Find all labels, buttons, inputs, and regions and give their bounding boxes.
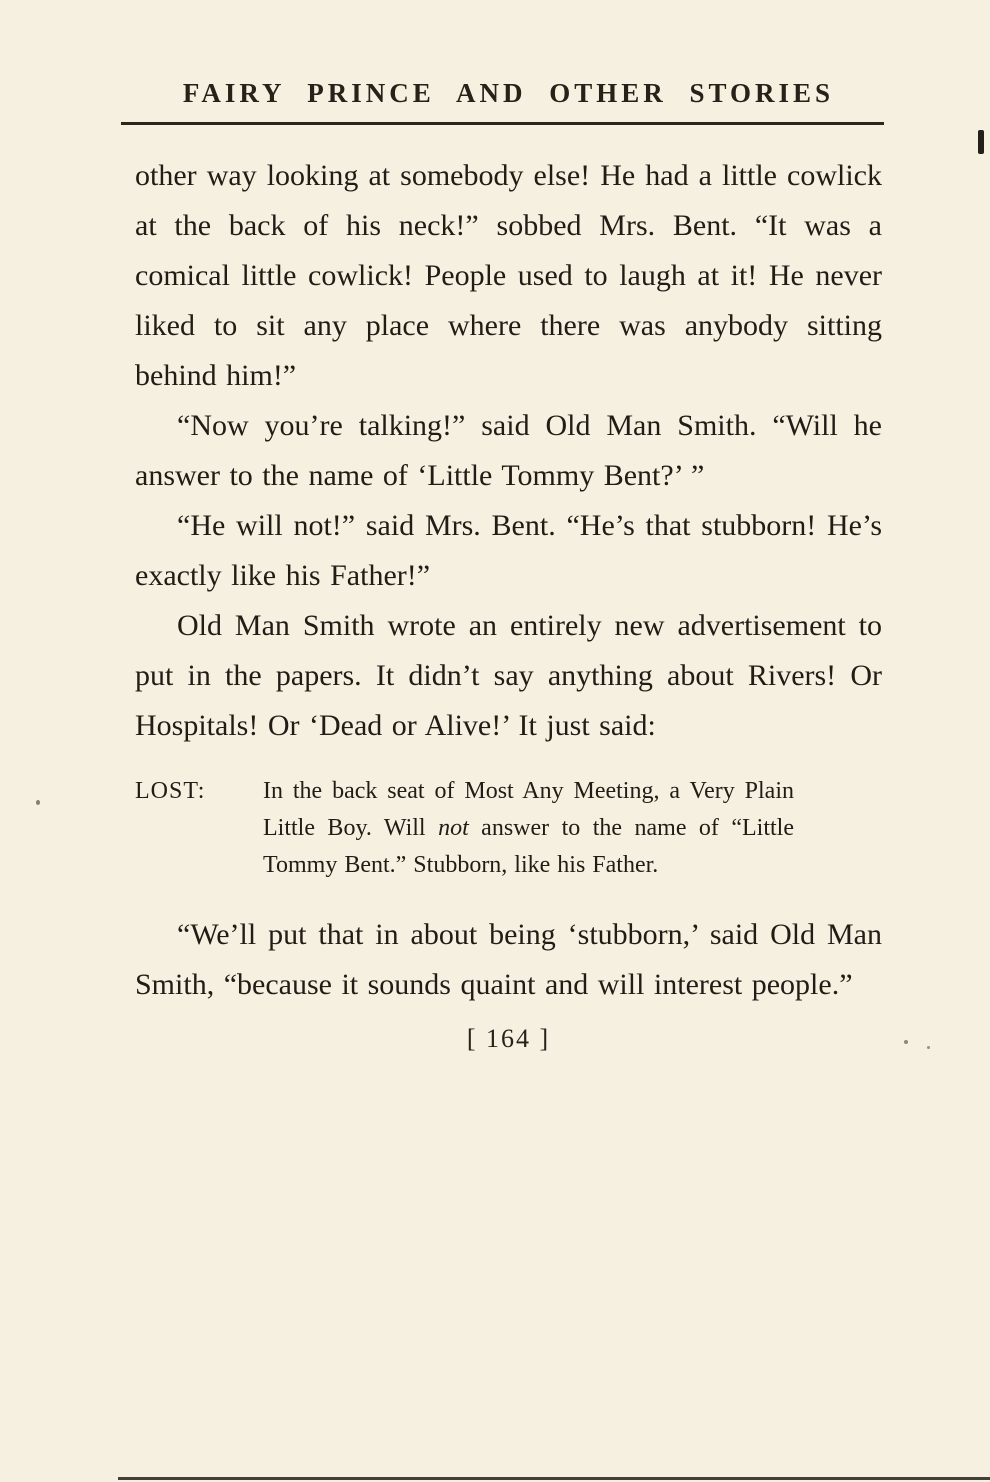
body-paragraph: other way looking at somebody else! He had a little cowlick at the back of his neck!” sobbed Mrs. Bent. “It was a comical little cowlick! People used to laugh at it! He never liked to sit any place where there was anybody sitting behind him!” bbox=[135, 159, 882, 392]
advertisement-italic-word: not bbox=[438, 815, 469, 841]
running-header: FAIRY PRINCE AND OTHER STORIES bbox=[182, 78, 835, 108]
body-paragraph: Old Man Smith wrote an entirely new advertisement to put in the papers. It didn’t say anything about Rivers! Or Hospitals! Or ‘Dead or Alive!’ It just said: bbox=[135, 609, 882, 742]
scan-artifact bbox=[904, 1040, 908, 1044]
page-number: [ 164 ] bbox=[466, 1024, 551, 1053]
advertisement-label: LOST: bbox=[135, 778, 206, 804]
advertisement-block bbox=[135, 773, 882, 884]
advertisement-text-before: In the back seat of Most Any Meeting, a Very Plain Little Boy. Will bbox=[263, 778, 794, 841]
advertisement-text-after: answer to the name of “Little Tommy Bent.” Stubborn, like his Father. bbox=[263, 815, 795, 878]
body-paragraph: “He will not!” said Mrs. Bent. “He’s that stubborn! He’s exactly like his Father!” bbox=[135, 509, 882, 592]
scan-artifact bbox=[927, 1046, 930, 1049]
page-body bbox=[135, 151, 882, 1010]
scan-artifact bbox=[118, 1477, 990, 1480]
scan-artifact bbox=[36, 800, 40, 805]
header-rule bbox=[121, 122, 884, 125]
advertisement-text bbox=[263, 773, 794, 884]
body-paragraph: “Now you’re talking!” said Old Man Smith. “Will he answer to the name of ‘Little Tommy Bent?’ ” bbox=[135, 409, 882, 492]
scan-artifact bbox=[978, 130, 984, 154]
body-paragraph: “We’ll put that in about being ‘stubborn,’ said Old Man Smith, “because it sounds quaint and will interest people.” bbox=[135, 918, 882, 1001]
